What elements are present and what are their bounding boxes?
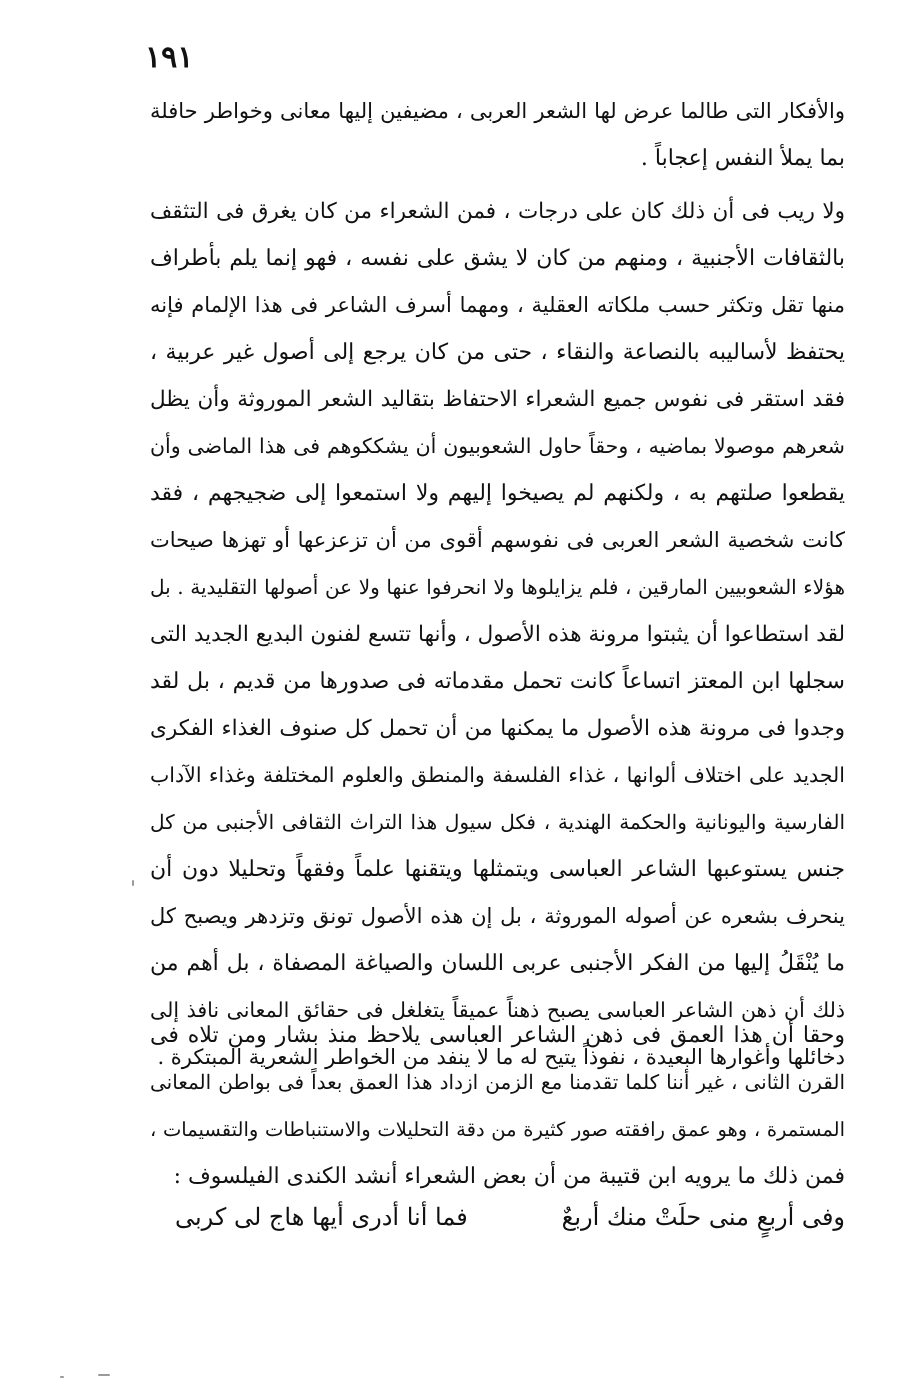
text-line: فمن ذلك ما يرويه ابن قتيبة من أن بعض الشعراء أنشد الكندى الفيلسوف : xyxy=(173,1164,845,1189)
text-line: المستمرة ، وهو عمق رافقته صور كثيرة من دقة التحليلات والاستنباطات والتقسيمات ، xyxy=(150,1118,845,1141)
text-line: منها تقل وتكثر حسب ملكاته العقلية ، ومهما أسرف الشاعر فى هذا الإلمام فإنه xyxy=(150,293,845,317)
text-line: وجدوا فى مرونة هذه الأصول ما يمكنها من أن تحمل كل صنوف الغذاء الفكرى xyxy=(150,716,845,741)
text-line: بالثقافات الأجنبية ، ومنهم من كان لا يشق على نفسه ، فهو إنما يلم بأطراف xyxy=(150,246,845,271)
text-line: يقطعوا صلتهم به ، ولكنهم لم يصيخوا إليهم ولا استمعوا إلى ضجيجهم ، فقد xyxy=(150,481,845,506)
scan-speck xyxy=(60,1376,64,1378)
paragraph-3 xyxy=(150,1012,845,1200)
text-line: ينحرف بشعره عن أصوله الموروثة ، بل إن هذه الأصول تونق وتزدهر ويصبح كل xyxy=(150,904,845,928)
text-line: الفارسية واليونانية والحكمة الهندية ، فكل سيول هذا التراث الثقافى الأجنبى من كل xyxy=(150,810,845,834)
scan-speck xyxy=(98,1374,110,1376)
text-line: ذلك أن ذهن الشاعر العباسى يصبح ذهناً عميقاً يتغلغل فى حقائق المعانى نافذ إلى xyxy=(150,998,845,1022)
text-line: الجديد على اختلاف ألوانها ، غذاء الفلسفة والمنطق والعلوم المختلفة وغذاء الآداب xyxy=(150,763,845,787)
text-line: ولا ريب فى أن ذلك كان على درجات ، فمن الشعراء من كان يغرق فى التثقف xyxy=(150,199,845,224)
verse-first-hemistich: وفى أربعٍ منى حلَتْ منك أربعٌ xyxy=(561,1203,845,1231)
text-line: كانت شخصية الشعر العربى فى نفوسهم أقوى من أن تزعزعها أو تهزها صيحات xyxy=(150,528,845,552)
scan-speck xyxy=(132,880,134,886)
text-line: شعرهم موصولا بماضيه ، وحقاً حاول الشعوبيون أن يشككوهم فى هذا الماضى وأن xyxy=(150,434,845,458)
text-line: فقد استقر فى نفوس جميع الشعراء الاحتفاظ بتقاليد الشعر الموروثة وأن يظل xyxy=(150,387,845,412)
text-line: دخائلها وأغوارها البعيدة ، نفوذاً يتيح له ما لا ينفد من الخواطر الشعرية المبتكرة . xyxy=(157,1045,845,1069)
text-line: يحتفظ لأساليبه بالنصاعة والنقاء ، حتى من كان يرجع إلى أصول غير عربية ، xyxy=(150,340,845,365)
text-line: لقد استطاعوا أن يثبتوا مرونة هذه الأصول ، وأنها تتسع لفنون البديع الجديد التى xyxy=(150,622,845,647)
text-line: هؤلاء الشعوبيين المارقين ، فلم يزايلوها ولا انحرفوا عنها ولا عن أصولها التقليدية . بل xyxy=(150,575,845,599)
paragraph-1 xyxy=(150,88,845,182)
text-line: القرن الثانى ، غير أننا كلما تقدمنا مع الزمن ازداد هذا العمق بعداً فى بواطن المعانى xyxy=(150,1070,845,1094)
text-line: سجلها ابن المعتز اتساعاً كانت تحمل مقدماته فى صدورها من قديم ، بل لقد xyxy=(150,669,845,694)
text-line: ما يُنْقَلُ إليها من الفكر الأجنبى عربى اللسان والصياغة المصفاة ، بل أهم من xyxy=(150,951,845,976)
poetry-verse xyxy=(175,1192,845,1242)
verse-second-hemistich: فما أنا أدرى أيها هاج لى كربى xyxy=(175,1203,468,1231)
page-number: ١٩١ xyxy=(145,40,194,75)
paragraph-2 xyxy=(150,188,845,1081)
text-line: بما يملأ النفس إعجاباً . xyxy=(640,146,845,171)
text-line: والأفكار التى طالما عرض لها الشعر العربى ، مضيفين إليها معانى وخواطر حافلة xyxy=(150,99,845,123)
text-line: جنس يستوعبها الشاعر العباسى ويتمثلها ويتقنها علماً وفقهاً وتحليلا دون أن xyxy=(150,857,845,882)
text-line: وحقا أن هذا العمق فى ذهن الشاعر العباسى يلاحظ منذ بشار ومن تلاه فى xyxy=(150,1023,845,1048)
